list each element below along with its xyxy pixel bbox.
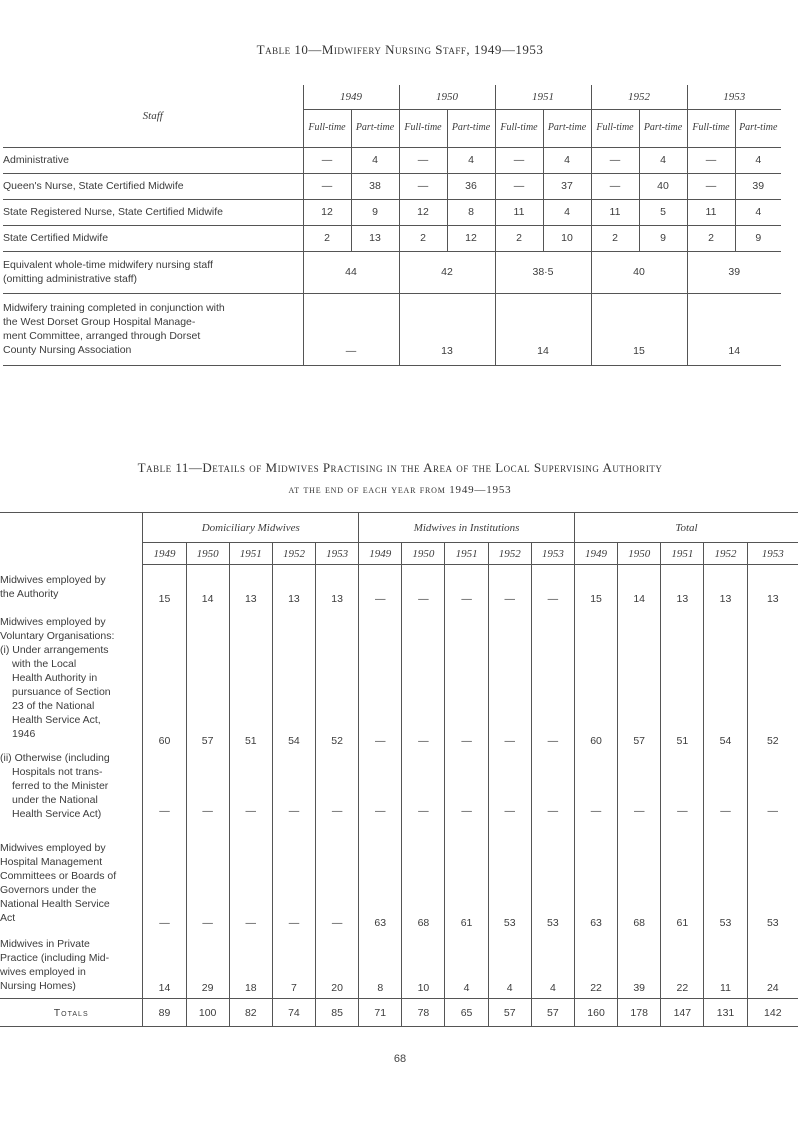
cell: — — [687, 173, 735, 199]
label-line: (omitting administrative staff) — [3, 273, 138, 285]
cell: 61 — [661, 821, 704, 933]
cell: 9 — [351, 199, 399, 225]
cell: 18 — [229, 933, 272, 999]
group-header-total: Total — [574, 513, 798, 543]
label-line: Midwives employed by — [0, 573, 106, 586]
table11 — [0, 512, 798, 1027]
label-line: Midwives employed by — [0, 615, 106, 628]
cell: 13 — [661, 565, 704, 609]
label-line: ferred to the Minister — [12, 779, 109, 792]
total-cell: 100 — [186, 999, 229, 1027]
cell: 12 — [303, 199, 351, 225]
cell: — — [359, 609, 402, 751]
full-time-header: Full-time — [495, 109, 543, 147]
label-line: Health Authority in — [12, 671, 98, 684]
cell: 2 — [399, 225, 447, 251]
table10-row — [3, 147, 781, 173]
cell: 13 — [316, 565, 359, 609]
cell: 13 — [704, 565, 747, 609]
cell: 11 — [591, 199, 639, 225]
label-line: Health Service Act) — [12, 807, 102, 820]
cell: 4 — [543, 147, 591, 173]
label-line: under the National — [12, 793, 98, 806]
label-line: 23 of the National — [12, 699, 95, 712]
cell: 11 — [495, 199, 543, 225]
label-line: National Health Service — [0, 897, 110, 910]
cell: 39 — [735, 173, 781, 199]
cell: 51 — [661, 609, 704, 751]
label-line: Voluntary Organisations: — [0, 629, 115, 642]
cell: 53 — [531, 821, 574, 933]
cell: — — [618, 751, 661, 821]
row-label — [3, 293, 303, 365]
year-header: 1953 — [316, 543, 359, 565]
year-header: 1953 — [531, 543, 574, 565]
cell: 4 — [488, 933, 531, 999]
cell: 40 — [639, 173, 687, 199]
cell: — — [495, 173, 543, 199]
label-line: ment Committee, arranged through Dorset — [3, 329, 201, 342]
year-header: 1952 — [488, 543, 531, 565]
row-label: State Registered Nurse, State Certified Midwife — [3, 199, 303, 225]
label-line: Practice (including Mid- — [0, 951, 110, 964]
label-line: Nursing Homes) — [0, 979, 76, 992]
row-label — [3, 251, 303, 293]
page-number: 68 — [393, 1053, 407, 1065]
total-cell: 89 — [143, 999, 186, 1027]
cell: 38·5 — [495, 251, 591, 293]
cell: 10 — [543, 225, 591, 251]
cell: — — [359, 751, 402, 821]
table11-row — [0, 821, 798, 933]
cell: — — [488, 751, 531, 821]
cell: 60 — [143, 609, 186, 751]
label-line: County Nursing Association — [3, 343, 132, 356]
cell: — — [687, 147, 735, 173]
year-header: 1950 — [618, 543, 661, 565]
cell: 4 — [543, 199, 591, 225]
part-time-header: Part-time — [351, 109, 399, 147]
table10-row — [3, 173, 781, 199]
group-header-domiciliary: Domiciliary Midwives — [143, 513, 359, 543]
group-header-institutions: Midwives in Institutions — [359, 513, 575, 543]
part-time-header: Part-time — [447, 109, 495, 147]
cell: 52 — [316, 609, 359, 751]
cell: — — [303, 173, 351, 199]
row-label: State Certified Midwife — [3, 225, 303, 251]
label-line: with the Local — [12, 657, 77, 670]
row-label — [0, 933, 143, 999]
total-cell: 78 — [402, 999, 445, 1027]
cell: 68 — [618, 821, 661, 933]
cell: 68 — [402, 821, 445, 933]
cell: — — [272, 821, 315, 933]
year-header: 1950 — [186, 543, 229, 565]
cell: 4 — [447, 147, 495, 173]
cell: 13 — [399, 293, 495, 365]
full-time-header: Full-time — [591, 109, 639, 147]
cell: 4 — [639, 147, 687, 173]
cell: 63 — [359, 821, 402, 933]
row-label — [0, 609, 143, 751]
table11-year-row — [0, 543, 798, 565]
cell: 2 — [495, 225, 543, 251]
cell: 11 — [687, 199, 735, 225]
cell: 14 — [687, 293, 781, 365]
cell: 61 — [445, 821, 488, 933]
cell: — — [229, 751, 272, 821]
cell: 54 — [272, 609, 315, 751]
cell: 54 — [704, 609, 747, 751]
total-cell: 85 — [316, 999, 359, 1027]
table10-training-row — [3, 293, 781, 365]
cell: — — [143, 821, 186, 933]
cell: — — [229, 821, 272, 933]
total-cell: 74 — [272, 999, 315, 1027]
total-cell: 71 — [359, 999, 402, 1027]
table11-row — [0, 933, 798, 999]
label-line: Committees or Boards of — [0, 869, 117, 882]
cell: 8 — [447, 199, 495, 225]
cell: — — [531, 609, 574, 751]
cell: — — [402, 565, 445, 609]
year-header: 1949 — [359, 543, 402, 565]
year-header: 1951 — [495, 85, 591, 109]
cell: 4 — [351, 147, 399, 173]
label-line: Midwives in Private — [0, 937, 90, 950]
cell: — — [399, 173, 447, 199]
cell: 36 — [447, 173, 495, 199]
cell: 5 — [639, 199, 687, 225]
cell: — — [704, 751, 747, 821]
cell: 15 — [143, 565, 186, 609]
year-header: 1949 — [143, 543, 186, 565]
cell: 39 — [687, 251, 781, 293]
cell: — — [272, 751, 315, 821]
cell: 13 — [272, 565, 315, 609]
cell: 11 — [704, 933, 747, 999]
cell: 12 — [399, 199, 447, 225]
cell: 42 — [399, 251, 495, 293]
cell: — — [531, 751, 574, 821]
table10-title: Table 10—Midwifery Nursing Staff, 1949—1953 — [256, 42, 544, 57]
row-label: Administrative — [3, 147, 303, 173]
total-cell: 142 — [747, 999, 798, 1027]
label-line: Act — [0, 911, 16, 924]
total-cell: 65 — [445, 999, 488, 1027]
cell: — — [661, 751, 704, 821]
totals-label: Totals — [0, 999, 143, 1027]
cell: 13 — [351, 225, 399, 251]
year-header: 1950 — [399, 85, 495, 109]
cell: 4 — [445, 933, 488, 999]
year-header: 1953 — [747, 543, 798, 565]
cell: 51 — [229, 609, 272, 751]
total-cell: 178 — [618, 999, 661, 1027]
table11-title: Table 11—Details of Midwives Practising in the Area of the Local Supervising Authority — [137, 460, 663, 475]
cell: 44 — [303, 251, 399, 293]
year-header: 1951 — [661, 543, 704, 565]
cell: — — [402, 609, 445, 751]
cell: — — [531, 565, 574, 609]
cell: — — [445, 609, 488, 751]
cell: — — [186, 821, 229, 933]
total-cell: 57 — [531, 999, 574, 1027]
cell: 24 — [747, 933, 798, 999]
cell: 53 — [488, 821, 531, 933]
cell: 4 — [735, 147, 781, 173]
table11-row — [0, 751, 798, 821]
row-label: Queen's Nurse, State Certified Midwife — [3, 173, 303, 199]
cell: 57 — [618, 609, 661, 751]
cell: 2 — [303, 225, 351, 251]
year-header: 1949 — [574, 543, 617, 565]
cell: 15 — [574, 565, 617, 609]
cell: — — [488, 609, 531, 751]
cell: 15 — [591, 293, 687, 365]
year-header: 1952 — [704, 543, 747, 565]
label-line: the Authority — [0, 587, 59, 600]
label-line: Hospital Management — [0, 855, 103, 868]
cell: 22 — [661, 933, 704, 999]
cell: — — [445, 751, 488, 821]
cell: 39 — [618, 933, 661, 999]
cell: — — [591, 147, 639, 173]
staff-header: Staff — [3, 85, 303, 147]
part-time-header: Part-time — [735, 109, 781, 147]
part-time-header: Part-time — [543, 109, 591, 147]
cell: 4 — [735, 199, 781, 225]
cell: — — [495, 147, 543, 173]
cell: 14 — [495, 293, 591, 365]
cell: — — [399, 147, 447, 173]
cell: — — [143, 751, 186, 821]
year-header: 1951 — [445, 543, 488, 565]
label-line: pursuance of Section — [12, 685, 111, 698]
cell: 38 — [351, 173, 399, 199]
cell: 60 — [574, 609, 617, 751]
label-line: Equivalent whole-time midwifery nursing staff — [3, 259, 213, 271]
cell: — — [316, 751, 359, 821]
cell: 7 — [272, 933, 315, 999]
cell: 10 — [402, 933, 445, 999]
cell: — — [303, 293, 399, 365]
label-line: wives employed in — [0, 965, 86, 978]
full-time-header: Full-time — [399, 109, 447, 147]
year-header: 1953 — [687, 85, 781, 109]
label-line: the West Dorset Group Hospital Manage- — [3, 315, 196, 328]
table11-group-row — [0, 513, 798, 543]
year-header: 1949 — [303, 85, 399, 109]
label-line: Hospitals not trans- — [12, 765, 103, 778]
table11-row — [0, 609, 798, 751]
label-line: (i) Under arrangements — [0, 643, 109, 656]
label-line: (ii) Otherwise (including — [0, 751, 110, 764]
cell: 37 — [543, 173, 591, 199]
table11-row — [0, 565, 798, 609]
row-label — [0, 821, 143, 933]
cell: — — [488, 565, 531, 609]
total-cell: 160 — [574, 999, 617, 1027]
cell: — — [402, 751, 445, 821]
cell: 14 — [618, 565, 661, 609]
cell: — — [316, 821, 359, 933]
table10-row — [3, 199, 781, 225]
cell: — — [747, 751, 798, 821]
cell: 4 — [531, 933, 574, 999]
label-line: Midwives employed by — [0, 841, 106, 854]
cell: 53 — [704, 821, 747, 933]
table10 — [3, 85, 781, 366]
cell: — — [445, 565, 488, 609]
year-header: 1951 — [229, 543, 272, 565]
year-header: 1952 — [591, 85, 687, 109]
cell: 2 — [591, 225, 639, 251]
cell: 13 — [747, 565, 798, 609]
cell: 57 — [186, 609, 229, 751]
cell: 9 — [639, 225, 687, 251]
row-label — [0, 565, 143, 609]
cell: — — [186, 751, 229, 821]
cell: 2 — [687, 225, 735, 251]
part-time-header: Part-time — [639, 109, 687, 147]
label-line: Governors under the — [0, 883, 97, 896]
cell: 40 — [591, 251, 687, 293]
cell: 22 — [574, 933, 617, 999]
cell: — — [591, 173, 639, 199]
cell: 14 — [186, 565, 229, 609]
label-line: Health Service Act, — [12, 713, 101, 726]
cell: 13 — [229, 565, 272, 609]
cell: 53 — [747, 821, 798, 933]
cell: — — [359, 565, 402, 609]
year-header: 1952 — [272, 543, 315, 565]
cell: — — [574, 751, 617, 821]
cell: 14 — [143, 933, 186, 999]
table10-row — [3, 225, 781, 251]
cell: 12 — [447, 225, 495, 251]
total-cell: 82 — [229, 999, 272, 1027]
label-line: Midwifery training completed in conjunction with — [3, 301, 225, 314]
full-time-header: Full-time — [687, 109, 735, 147]
row-label — [0, 751, 143, 821]
table11-subtitle: at the end of each year from 1949—1953 — [288, 484, 512, 496]
cell: 29 — [186, 933, 229, 999]
cell: — — [303, 147, 351, 173]
cell: 9 — [735, 225, 781, 251]
total-cell: 57 — [488, 999, 531, 1027]
full-time-header: Full-time — [303, 109, 351, 147]
table11-totals-row — [0, 999, 798, 1027]
table10-equivalent-row — [3, 251, 781, 293]
total-cell: 147 — [661, 999, 704, 1027]
cell: 63 — [574, 821, 617, 933]
cell: 8 — [359, 933, 402, 999]
label-line: 1946 — [12, 727, 36, 740]
cell: 20 — [316, 933, 359, 999]
table10-year-row — [3, 85, 781, 109]
total-cell: 131 — [704, 999, 747, 1027]
cell: 52 — [747, 609, 798, 751]
year-header: 1950 — [402, 543, 445, 565]
